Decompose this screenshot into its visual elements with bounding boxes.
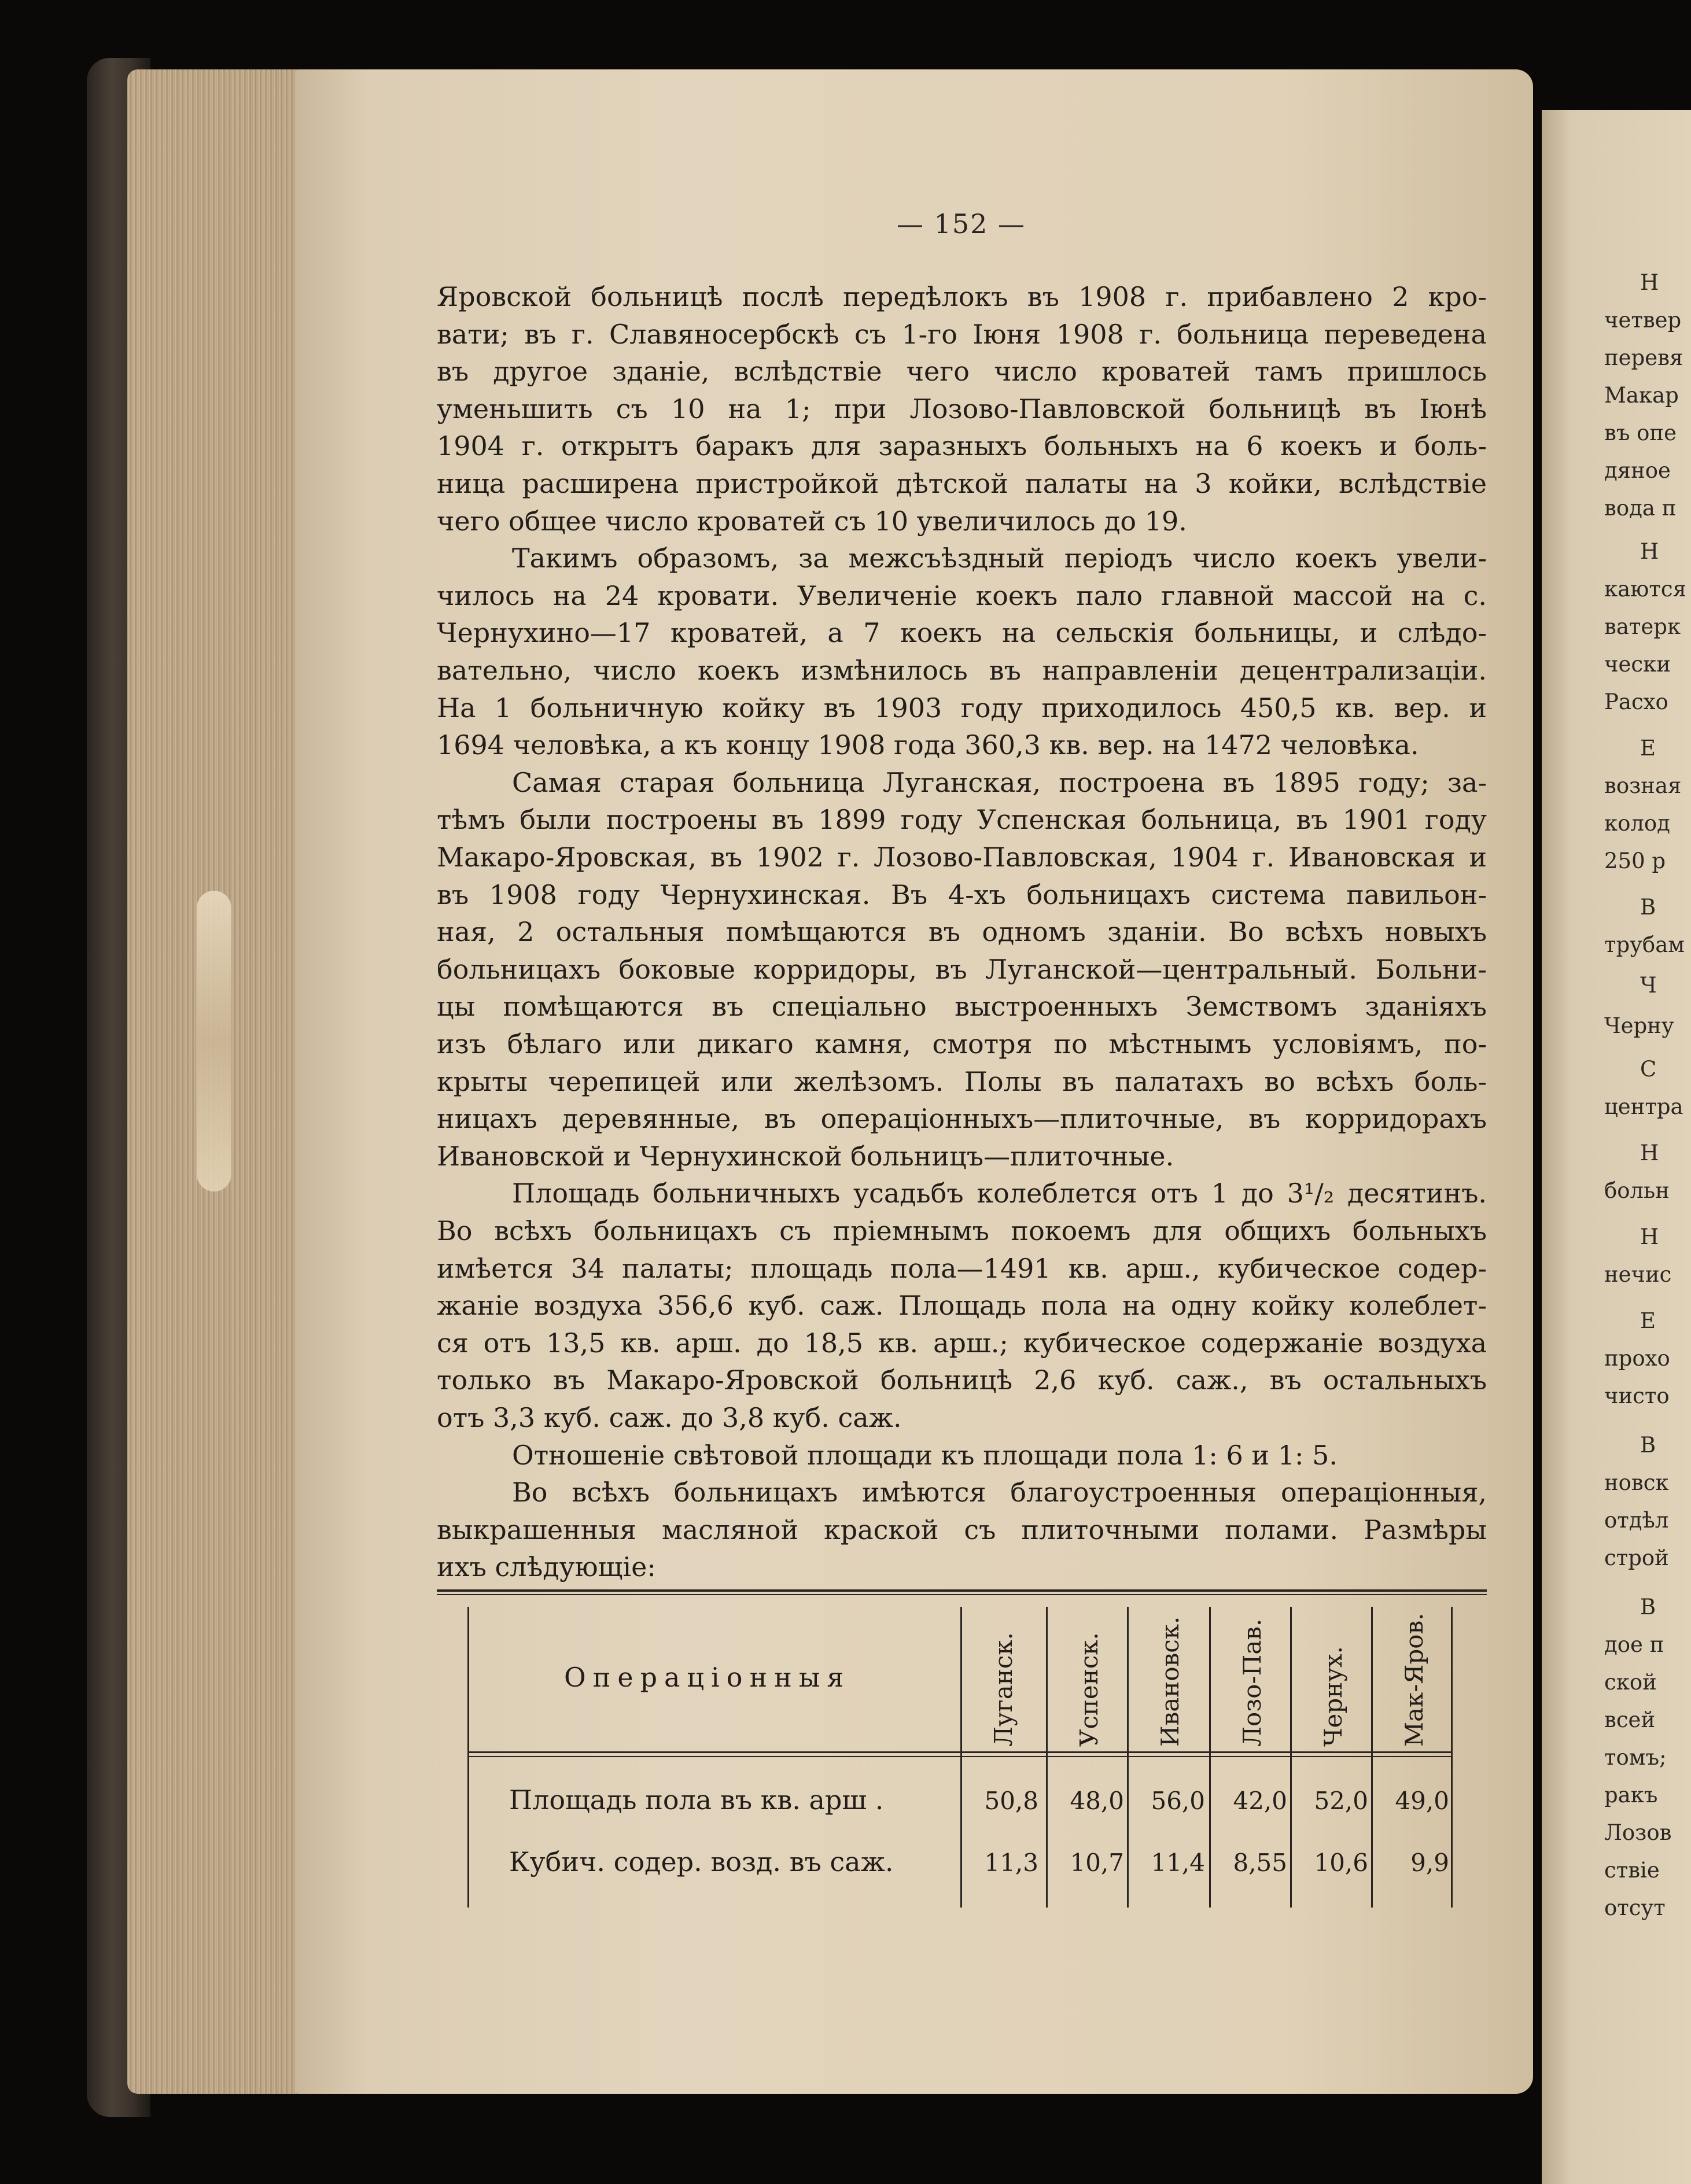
right-page-fragment: строй [1604,1545,1669,1570]
table-column-rule [1046,1607,1048,1908]
right-page-fragment: Н [1640,1141,1659,1165]
text-line: Самая старая больница Луганская, построена въ 1895 году; за- [512,767,1487,798]
right-page-fragment: всей [1604,1707,1656,1732]
text-line: вательно, число коекъ измѣнилось въ направленіи децентрализаціи. [437,655,1487,686]
right-page-fragment: трубам [1604,932,1685,957]
text-line: изъ бѣлаго или дикаго камня, смотря по мѣстнымъ условіямъ, по- [437,1028,1487,1060]
text-line: ихъ слѣдующіе: [437,1551,656,1582]
table-cell: 10,6 [1314,1849,1368,1877]
text-line: Ивановской и Чернухинской больницъ—плиточные. [437,1141,1174,1172]
right-page-fragment: отсут [1604,1895,1666,1920]
table-cell: 56,0 [1151,1787,1205,1815]
text-line: больницахъ боковые корридоры, въ Луганской—центральный. Больни- [437,954,1487,985]
text-line: Макаро-Яровская, въ 1902 г. Лозово-Павловская, 1904 г. Ивановская и [437,842,1487,873]
text-line: цы помѣщаются въ спеціально выстроенныхъ Земствомъ зданіяхъ [437,991,1487,1022]
column-header: Ивановск. [1156,1616,1184,1747]
right-page-fragment: 250 р [1604,848,1666,873]
right-page-fragment: перевя [1604,345,1683,370]
right-page-fragment: каются [1604,577,1686,602]
text-line: ницахъ деревянные, въ операціонныхъ—плиточные, въ корридорахъ [437,1103,1487,1134]
text-line: На 1 больничную койку въ 1903 году приходилось 450,5 кв. вер. и [437,692,1487,724]
table-row-label: Площадь пола въ кв. арш . [509,1784,884,1816]
text-line: чилось на 24 кровати. Увеличеніе коекъ пало главной массой на с. [437,580,1487,611]
table-column-rule [1290,1607,1292,1908]
text-line: Площадь больничныхъ усадьбъ колеблется отъ 1 до 3¹/₂ десятинъ. [512,1178,1487,1209]
column-header: Мак-Яров. [1400,1613,1428,1747]
text-line: 1904 г. открытъ баракъ для заразныхъ больныхъ на 6 коекъ и боль- [437,430,1487,462]
text-line: тѣмъ были построены въ 1899 году Успенская больница, въ 1901 году [437,804,1487,835]
right-page-fragment: четвер [1604,308,1682,333]
text-line: крыты черепицей или желѣзомъ. Полы въ палатахъ во всѣхъ боль- [437,1066,1487,1097]
right-page-fragment: въ опе [1604,420,1677,445]
right-page-fragment: С [1640,1057,1657,1082]
table-cell: 50,8 [984,1787,1038,1815]
right-page-fragment: прохо [1604,1346,1670,1371]
text-line: ная, 2 остальныя помѣщаются въ одномъ зданіи. Во всѣхъ новыхъ [437,916,1487,947]
text-line: чего общее число кроватей съ 10 увеличилось до 19. [437,506,1187,537]
table-top-rule-thin [437,1594,1487,1595]
text-line: Отношеніе свѣтовой площади къ площади пола 1: 6 и 1: 5. [512,1440,1338,1471]
right-page-fragment: колод [1604,811,1670,836]
table-cell: 49,0 [1395,1787,1449,1815]
text-line: Во всѣхъ больницахъ имѣются благоустроенныя операціонныя, [512,1477,1487,1508]
text-line: 1694 человѣка, а къ концу 1908 года 360,3 кв. вер. на 1472 человѣка. [437,729,1419,761]
table-column-rule [1209,1607,1211,1908]
binding-thread [197,891,231,1191]
right-page-fragment: ствіе [1604,1858,1660,1883]
table-cell: 9,9 [1410,1849,1449,1877]
right-page-fragment: В [1640,895,1656,920]
text-line: уменьшить съ 10 на 1; при Лозово-Павловской больницѣ въ Іюнѣ [437,393,1487,425]
table-column-rule [1451,1607,1453,1908]
right-page-fragment: нечис [1604,1262,1672,1287]
column-header: Луганск. [989,1632,1018,1747]
right-page-fragment: отдѣл [1604,1508,1669,1533]
text-line: выкрашенныя масляной краской съ плиточными полами. Размѣры [437,1514,1487,1545]
right-page-fragment: томъ; [1604,1745,1667,1770]
right-page [1542,110,1691,2184]
right-page-fragment: Е [1640,736,1656,761]
table-column-rule [1371,1607,1373,1908]
text-line: имѣется 34 палаты; площадь пола—1491 кв. арш., кубическое содер- [437,1253,1487,1284]
table-cell: 10,7 [1070,1849,1124,1877]
text-line: жаніе воздуха 356,6 куб. саж. Площадь пола на одну койку колеблет- [437,1290,1487,1321]
table-column-rule [960,1607,962,1908]
right-page-fragment: В [1640,1595,1656,1619]
table-cell: 11,4 [1151,1849,1205,1877]
right-page-fragment: Макар [1604,383,1679,408]
text-line: въ 1908 году Чернухинская. Въ 4-хъ больницахъ система павильон- [437,879,1487,910]
text-line: Такимъ образомъ, за межсъѣздный періодъ число коекъ увели- [512,543,1487,574]
text-line: Во всѣхъ больницахъ съ пріемнымъ покоемъ для общихъ больныхъ [437,1215,1487,1246]
right-page-fragment: ватерк [1604,614,1681,639]
right-page-fragment: дяное [1604,458,1671,483]
text-line: Чернухино—17 кроватей, а 7 коекъ на сельскія больницы, и слѣдо- [437,617,1487,648]
right-page-fragment: ской [1604,1670,1657,1695]
table-row-label: Кубич. содер. возд. въ саж. [509,1846,894,1877]
right-page-fragment: Е [1640,1308,1656,1333]
right-page-fragment: чисто [1604,1384,1670,1408]
right-page-fragment: чески [1604,652,1671,677]
table-cell: 48,0 [1070,1787,1124,1815]
text-line: отъ 3,3 куб. саж. до 3,8 куб. саж. [437,1402,902,1433]
right-page-fragment: Н [1640,270,1659,295]
right-page-fragment: В [1640,1433,1656,1458]
column-header: Чернух. [1319,1646,1347,1747]
table-left-border [467,1607,469,1908]
text-line: вати; въ г. Славяносербскѣ съ 1-го Іюня 1908 г. больница переведена [437,319,1487,350]
right-page-fragment: больн [1604,1178,1670,1203]
right-page-fragment: Н [1640,1224,1659,1249]
right-page-fragment: вода п [1604,496,1677,521]
right-page-fragment: дое п [1604,1632,1664,1657]
right-page-fragment: новск [1604,1470,1669,1495]
right-page-fragment: Лозов [1604,1820,1672,1845]
table-title: Операціонныя [564,1662,851,1693]
table-cell: 52,0 [1314,1787,1368,1815]
right-page-fragment: ракъ [1604,1783,1658,1807]
table-cell: 11,3 [984,1849,1038,1877]
text-line: въ другое зданіе, вслѣдствіе чего число кроватей тамъ пришлось [437,356,1487,387]
right-page-fragment: центра [1604,1094,1683,1119]
right-page-fragment: Черну [1604,1013,1674,1038]
right-page-fragment: Расхо [1604,689,1668,714]
column-header: Успенск. [1075,1632,1103,1747]
table-top-rule [437,1589,1487,1592]
table-column-rule [1127,1607,1129,1908]
text-line: ся отъ 13,5 кв. арш. до 18,5 кв. арш.; кубическое содержаніе воздуха [437,1327,1487,1359]
right-page-fragment: Н [1640,539,1659,564]
table-cell: 42,0 [1233,1787,1287,1815]
right-page-fragment: Ч [1640,973,1657,998]
column-header: Лозо-Пав. [1238,1618,1266,1747]
page-number: — 152 — [897,208,1026,239]
text-line: ница расширена пристройкой дѣтской палаты на 3 койки, вслѣдствіе [437,468,1487,499]
table-cell: 8,55 [1233,1849,1287,1877]
text-line: Яровской больницѣ послѣ передѣлокъ въ 1908 г. прибавлено 2 кро- [437,281,1487,312]
text-line: только въ Макаро-Яровской больницѣ 2,6 куб. саж., въ остальныхъ [437,1364,1487,1396]
right-page-fragment: возная [1604,773,1682,798]
